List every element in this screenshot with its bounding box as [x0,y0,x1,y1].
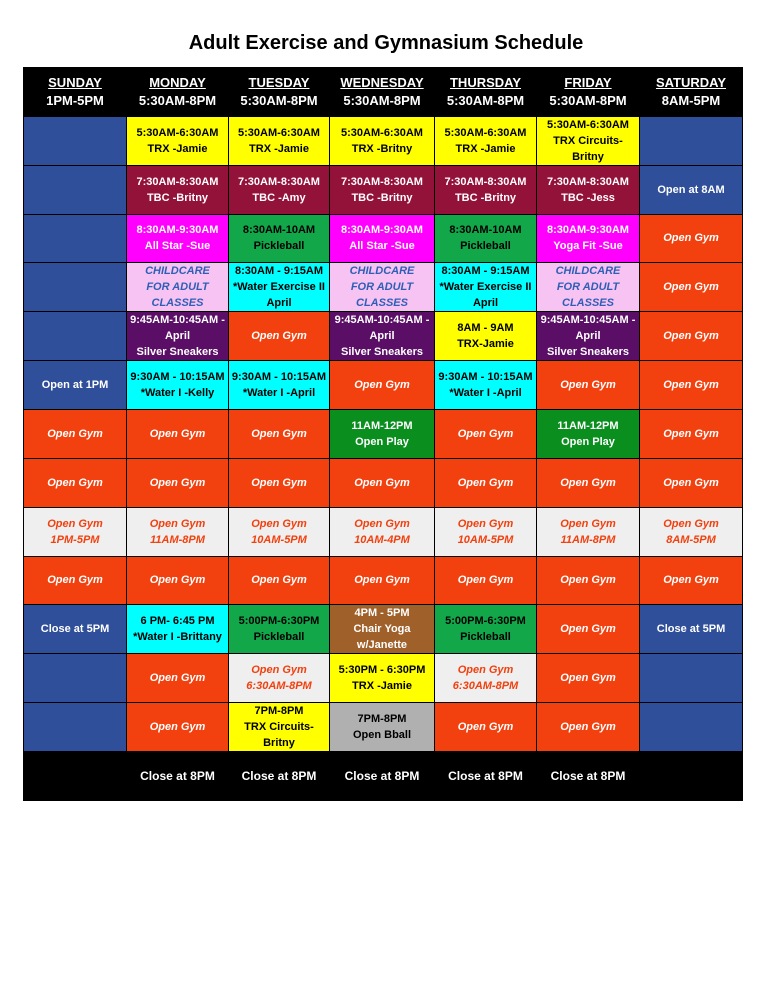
cell-line: All Star -Sue [349,240,415,253]
schedule-cell [24,703,127,752]
closing-time: Close at 8PM [435,752,537,801]
schedule-cell [127,507,229,556]
cell-line: Open Gym [47,517,103,530]
day-hours: 5:30AM-8PM [240,92,318,108]
cell-line: Open Gym [251,476,307,489]
cell-line: 5:30AM-6:30AM [136,126,219,139]
cell-line: 9:45AM-10:45AM - [540,314,636,327]
schedule-cell [537,361,640,410]
schedule-cell [435,116,537,165]
cell-line: Open Gym [251,574,307,587]
schedule-row [24,605,743,654]
schedule-cell [229,361,330,410]
schedule-row [24,654,743,703]
schedule-cell [537,312,640,361]
closing-time: Close at 8PM [330,752,435,801]
cell-line: Open Gym [560,574,616,587]
schedule-cell [537,116,640,165]
cell-line: TBC -Britny [351,191,413,204]
schedule-cell [229,165,330,214]
cell-line: CHILDCARE [555,265,621,278]
schedule-cell [640,507,743,556]
cell-line: Open Bball [352,729,412,742]
cell-line: 7:30AM-8:30AM [238,175,320,188]
schedule-cell [229,214,330,263]
cell-line: 8:30AM-10AM [449,224,522,237]
cell-line: Open Gym [560,517,616,530]
cell-line: Open Gym [457,664,514,677]
schedule-cell [24,605,127,654]
cell-line: Open Play [355,436,409,449]
cell-line: Open Gym [663,281,719,294]
cell-line: 9:30AM - 10:15AM [438,371,533,384]
cell-line: Open Gym [354,574,410,587]
schedule-cell [435,165,537,214]
schedule-cell [127,361,229,410]
schedule-cell [537,165,640,214]
day-name: WEDNESDAY [340,74,424,90]
cell-line: TRX -Jamie [455,142,516,155]
cell-line: Open Gym [251,664,307,677]
schedule-cell [330,703,435,752]
cell-line: 7:30AM-8:30AM [341,175,423,188]
closing-time: Close at 8PM [127,752,229,801]
cell-line: Chair Yoga [353,623,411,636]
schedule-cell [24,507,127,556]
cell-line: 9:45AM-10:45AM - [130,314,225,327]
schedule-row [24,312,743,361]
cell-line: Open Play [561,436,615,449]
cell-line: TBC -Britny [146,191,209,204]
cell-line: 8:30AM-9:30AM [136,224,219,237]
schedule-cell [127,214,229,263]
schedule-cell [435,214,537,263]
schedule-cell [330,214,435,263]
schedule-cell [229,654,330,703]
cell-line: 8AM-5PM [666,533,716,546]
cell-line: *Water I -April [449,387,522,400]
cell-line: April [575,330,601,343]
page-title: Adult Exercise and Gymnasium Schedule [188,32,584,54]
cell-line: Close at 5PM [40,623,110,636]
cell-line: 8:30AM-9:30AM [547,224,629,237]
schedule-cell [330,410,435,459]
schedule-row [24,410,743,459]
schedule-row [24,556,743,605]
schedule-cell [537,263,640,312]
schedule-row [24,165,743,214]
day-name: SUNDAY [48,74,102,90]
day-header [330,68,435,117]
schedule-cell [435,703,537,752]
schedule-cell [640,654,743,703]
cell-line: 8AM - 9AM [457,322,514,335]
schedule-cell [229,312,330,361]
schedule-cell [640,605,743,654]
cell-line: Open Gym [149,672,206,685]
cell-line: Close at 5PM [656,623,726,636]
schedule-cell [330,116,435,165]
schedule-cell [127,703,229,752]
schedule-cell [537,654,640,703]
cell-line: All Star -Sue [144,240,211,253]
day-header [229,68,330,117]
cell-line: 7PM-8PM [254,705,304,718]
cell-line: 6:30AM-8PM [246,680,312,693]
schedule-cell [24,116,127,165]
cell-line: TRX -Jamie [147,142,208,155]
cell-line: TRX -Jamie [249,142,309,155]
day-name: FRIDAY [564,74,612,90]
cell-line: Open Gym [560,476,616,489]
schedule-cell [640,312,743,361]
cell-line: Open Gym [457,721,514,734]
schedule-cell [229,410,330,459]
cell-line: *Water Exercise II [439,281,532,294]
cell-line: Open Gym [560,379,616,392]
cell-line: Pickleball [460,240,511,253]
schedule-cell [24,361,127,410]
cell-line: Open Gym [663,428,719,441]
cell-line: TBC -Britny [454,191,517,204]
cell-line: 7PM-8PM [357,713,407,726]
schedule-cell [640,361,743,410]
cell-line: CLASSES [151,297,204,310]
schedule-row [24,507,743,556]
day-hours: 5:30AM-8PM [343,92,421,108]
cell-line: TRX-Jamie [457,338,514,351]
cell-line: Silver Sneakers [547,346,629,359]
day-hours: 8AM-5PM [661,92,721,108]
schedule-row [24,263,743,312]
cell-line: w/Janette [356,639,408,652]
cell-line: 10AM-5PM [251,533,307,546]
schedule-cell [330,263,435,312]
closing-time: Close at 8PM [537,752,640,801]
schedule-cell [229,703,330,752]
schedule-cell [24,458,127,507]
cell-line: TBC -Jess [561,191,615,204]
cell-line: Silver Sneakers [136,346,219,359]
cell-line: Open Gym [251,517,307,530]
cell-line: 9:30AM - 10:15AM [231,371,327,384]
schedule-cell [127,116,229,165]
cell-line: 10AM-4PM [354,533,410,546]
cell-line: Open Gym [663,574,719,587]
schedule-row [24,361,743,410]
schedule-cell [640,556,743,605]
schedule-cell [127,654,229,703]
cell-line: CHILDCARE [145,265,210,278]
cell-line: Pickleball [460,631,511,644]
schedule-cell [330,361,435,410]
schedule-cell [640,165,743,214]
schedule-cell [24,654,127,703]
schedule-cell [640,410,743,459]
cell-line: Silver Sneakers [341,346,423,359]
schedule-cell [330,165,435,214]
cell-line: Open Gym [663,476,719,489]
day-header [435,68,537,117]
schedule-cell [435,507,537,556]
day-hours: 1PM-5PM [46,92,104,108]
schedule-cell [127,165,229,214]
cell-line: 11AM-12PM [351,420,413,433]
cell-line: 5:30AM-6:30AM [547,118,629,131]
day-hours: 5:30AM-8PM [446,92,525,108]
schedule-cell [435,605,537,654]
schedule-cell [127,263,229,312]
cell-line: April [369,330,395,343]
schedule-table [23,67,743,801]
schedule-cell [229,507,330,556]
cell-line: Open Gym [663,232,719,245]
schedule-cell [229,556,330,605]
day-header [640,68,743,117]
cell-line: Open Gym [354,476,410,489]
cell-line: Open Gym [457,476,514,489]
cell-line: 5:30AM-6:30AM [341,126,423,139]
cell-line: TRX -Britny [351,142,413,155]
schedule-cell [24,214,127,263]
cell-line: Open Gym [149,574,206,587]
cell-line: 7:30AM-8:30AM [547,175,629,188]
schedule-cell [537,458,640,507]
schedule-cell [229,263,330,312]
day-name: SATURDAY [655,74,727,90]
schedule-cell [435,263,537,312]
schedule-cell [229,458,330,507]
cell-line: Open Gym [560,672,616,685]
cell-line: Open Gym [457,574,514,587]
schedule-cell [640,458,743,507]
schedule-row [24,703,743,752]
cell-line: 11AM-8PM [150,533,205,546]
cell-line: 10AM-5PM [457,533,514,546]
cell-line: 9:45AM-10:45AM - [334,314,430,327]
cell-line: Open Gym [251,330,307,343]
cell-line: Open Gym [149,428,206,441]
schedule-cell [330,556,435,605]
schedule-cell [435,654,537,703]
cell-line: FOR ADULT [350,281,414,294]
cell-line: *Water I -Kelly [140,387,215,400]
cell-line: 7:30AM-8:30AM [136,175,219,188]
schedule-cell [435,312,537,361]
schedule-cell [640,703,743,752]
schedule-cell [24,556,127,605]
day-header [24,68,127,117]
cell-line: April [472,297,499,310]
cell-line: 7:30AM-8:30AM [444,175,527,188]
schedule-cell [127,605,229,654]
schedule-cell [537,556,640,605]
cell-line: Yoga Fit -Sue [553,240,623,253]
day-header [127,68,229,117]
schedule-cell [24,410,127,459]
cell-line: Open Gym [457,517,514,530]
cell-line: 8:30AM - 9:15AM [234,265,324,278]
schedule-row [24,214,743,263]
cell-line: 11AM-12PM [557,420,619,433]
cell-line: 5:30AM-6:30AM [238,126,320,139]
cell-line: 8:30AM - 9:15AM [441,265,530,278]
schedule-cell [537,410,640,459]
schedule-cell [127,556,229,605]
cell-line: Open Gym [560,721,616,734]
schedule-cell [537,703,640,752]
schedule-cell [435,458,537,507]
cell-line: 5:30AM-6:30AM [444,126,527,139]
cell-line: TRX Circuits-Britny [244,721,314,750]
day-name: THURSDAY [449,74,522,90]
cell-line: Open Gym [354,379,410,392]
cell-line: 8:30AM-10AM [242,224,316,237]
cell-line: 5:00PM-6:30PM [238,615,320,628]
cell-line: Open at 1PM [41,379,109,392]
cell-line: 6:30AM-8PM [452,680,519,693]
schedule-cell [640,116,743,165]
schedule-cell [435,556,537,605]
closing-time: Close at 8PM [229,752,330,801]
cell-line: Pickleball [253,631,305,644]
schedule-cell [330,605,435,654]
schedule-cell [435,410,537,459]
cell-line: 6 PM- 6:45 PM [140,615,215,628]
cell-line: Open Gym [47,574,103,587]
schedule-cell [330,458,435,507]
day-header [537,68,640,117]
schedule-cell [435,361,537,410]
schedule-cell [127,458,229,507]
cell-line: 4PM - 5PM [354,607,410,620]
cell-line: Open Gym [663,379,719,392]
cell-line: TRX Circuits-Britny [553,134,623,163]
schedule-row [24,458,743,507]
schedule-cell [127,312,229,361]
cell-line: Open Gym [149,517,206,530]
cell-line: April [266,297,292,310]
cell-line: FOR ADULT [146,281,209,294]
cell-line: Open Gym [149,476,206,489]
schedule-cell [330,312,435,361]
cell-line: CHILDCARE [349,265,415,278]
cell-line: CLASSES [356,297,408,310]
cell-line: CLASSES [562,297,614,310]
cell-line: 8:30AM-9:30AM [341,224,423,237]
header-row [24,68,743,117]
cell-line: Open at 8AM [657,183,725,196]
schedule-cell [229,116,330,165]
day-hours: 5:30AM-8PM [549,92,627,108]
cell-line: Open Gym [663,330,719,343]
cell-line: Open Gym [663,517,719,530]
cell-line: FOR ADULT [556,281,620,294]
schedule-cell [537,605,640,654]
cell-line: April [164,330,191,343]
schedule-cell [537,507,640,556]
schedule-cell [24,312,127,361]
schedule-cell [127,410,229,459]
cell-line: *Water I -April [242,387,316,400]
cell-line: 1PM-5PM [50,533,100,546]
schedule-cell [330,507,435,556]
cell-line: TBC -Amy [252,191,306,204]
schedule-cell [640,214,743,263]
cell-line: Open Gym [560,623,616,636]
cell-line: Open Gym [251,428,307,441]
schedule-cell [330,654,435,703]
cell-line: 5:00PM-6:30PM [445,615,526,628]
cell-line: Pickleball [253,240,305,253]
cell-line: Open Gym [457,428,514,441]
cell-line: 5:30PM - 6:30PM [338,664,426,677]
schedule-cell [24,263,127,312]
cell-line: Open Gym [149,721,206,734]
day-name: TUESDAY [248,74,310,90]
day-name: MONDAY [149,74,206,90]
cell-line: Open Gym [47,476,103,489]
day-hours: 5:30AM-8PM [138,92,217,108]
closing-time [24,752,127,801]
schedule-cell [640,263,743,312]
cell-line: Open Gym [47,428,103,441]
schedule-cell [24,165,127,214]
cell-line: 11AM-8PM [560,533,616,546]
cell-line: *Water Exercise II [233,281,325,294]
schedule-cell [537,214,640,263]
closing-time [640,752,743,801]
schedule-cell [229,605,330,654]
cell-line: *Water I -Brittany [133,631,222,644]
schedule-row [24,116,743,165]
footer-row [24,752,743,801]
cell-line: 9:30AM - 10:15AM [130,371,225,384]
cell-line: Open Gym [354,517,410,530]
cell-line: TRX -Jamie [352,680,412,693]
